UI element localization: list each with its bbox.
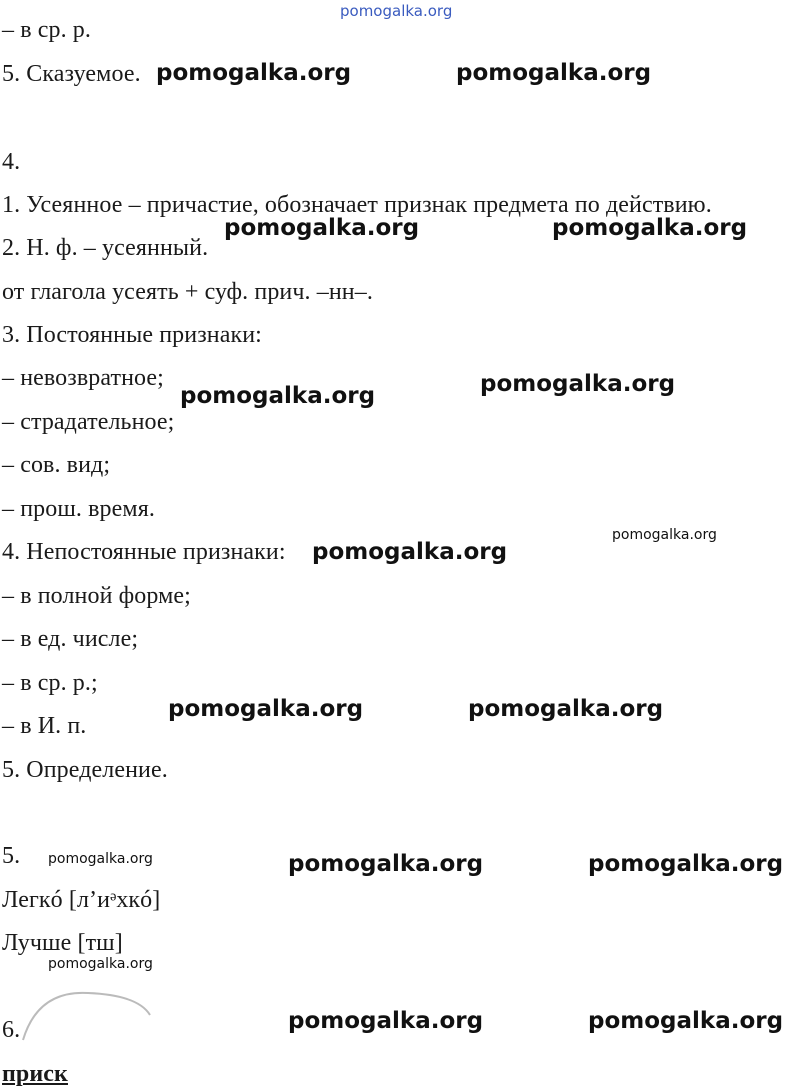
text-line: 5. <box>2 843 21 869</box>
watermark: pomogalka.org <box>312 539 508 565</box>
text-line: 2. Н. ф. – усеянный. <box>2 235 209 261</box>
text-line: – в И. п. <box>2 713 87 739</box>
text-line: 5. Определение. <box>2 757 168 783</box>
text-line: – в ед. числе; <box>2 626 139 652</box>
watermark: pomogalka.org <box>288 1008 484 1034</box>
watermark: pomogalka.org <box>156 60 352 86</box>
watermark: pomogalka.org <box>588 851 784 877</box>
text-line: от глагола усеять + суф. прич. –нн–. <box>2 279 373 305</box>
text-line: Лучше [тш] <box>2 930 123 956</box>
watermark: pomogalka.org <box>180 383 376 409</box>
text-line: – невозвратное; <box>2 365 164 391</box>
text-line: 5. Сказуемое. <box>2 61 141 87</box>
text-line: Легкó [л’иᵊхкó] <box>2 887 161 913</box>
watermark: pomogalka.org <box>48 956 153 972</box>
text-line-morpheme: приск <box>2 1061 68 1087</box>
text-line: – в ср. р. <box>2 17 91 43</box>
text-line: – сов. вид; <box>2 452 111 478</box>
text-line: – в полной форме; <box>2 583 191 609</box>
watermark: pomogalka.org <box>224 215 420 241</box>
watermark: pomogalka.org <box>480 371 676 397</box>
text-line: 1. Усеянное – причастие, обозначает признак предмета по действию. <box>2 192 712 218</box>
text-line: – страдательное; <box>2 409 175 435</box>
watermark: pomogalka.org <box>588 1008 784 1034</box>
watermark: pomogalka.org <box>456 60 652 86</box>
text-line: 4. <box>2 149 21 175</box>
text-line: 6. <box>2 1017 21 1043</box>
watermark: pomogalka.org <box>468 696 664 722</box>
morpheme-arc-icon <box>18 985 158 1045</box>
watermark: pomogalka.org <box>168 696 364 722</box>
watermark: pomogalka.org <box>48 851 153 867</box>
watermark: pomogalka.org <box>288 851 484 877</box>
text-line: – прош. время. <box>2 496 155 522</box>
text-line: 4. Непостоянные признаки: <box>2 539 286 565</box>
watermark-top: pomogalka.org <box>340 2 453 20</box>
text-line: 3. Постоянные признаки: <box>2 322 262 348</box>
watermark: pomogalka.org <box>552 215 748 241</box>
text-line: – в ср. р.; <box>2 670 98 696</box>
watermark: pomogalka.org <box>612 527 717 543</box>
